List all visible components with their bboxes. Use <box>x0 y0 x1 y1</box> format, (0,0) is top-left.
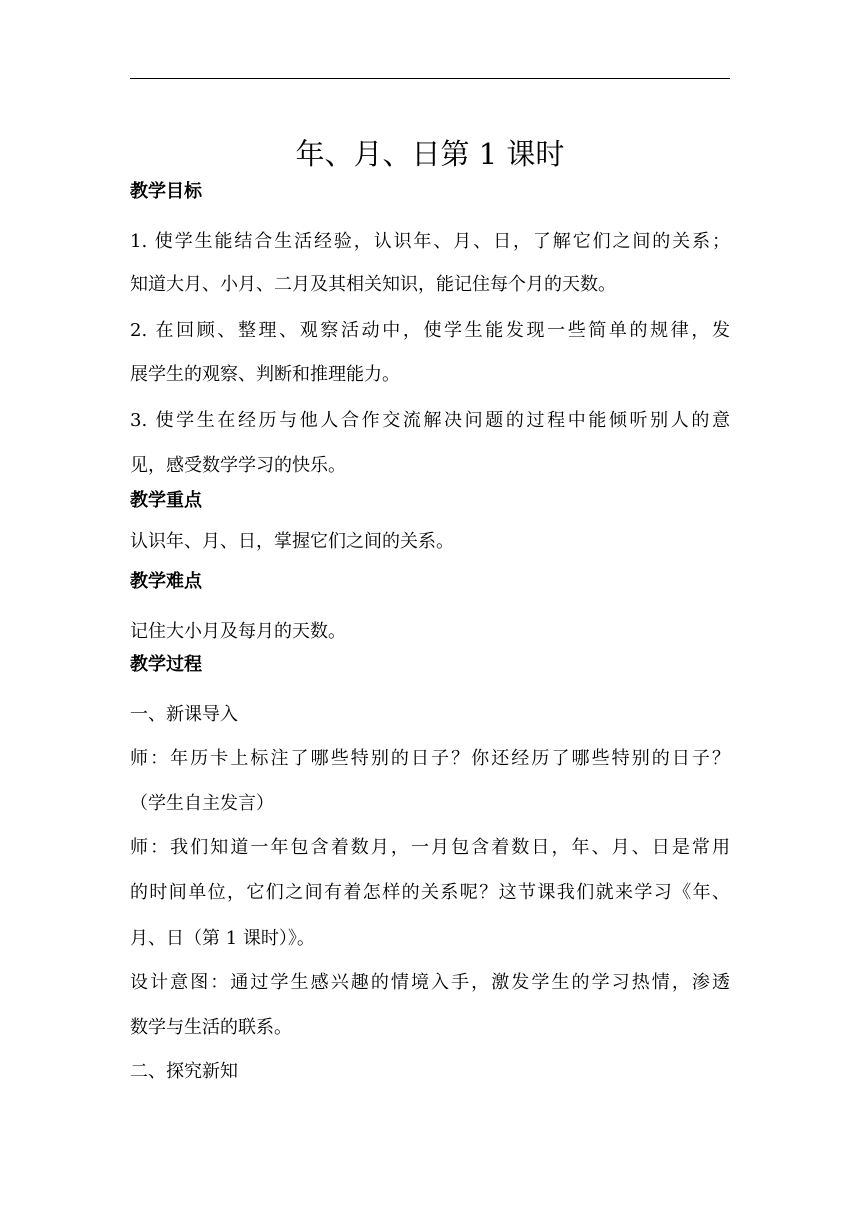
goal-1-line-1: 1. 使学生能结合生活经验，认识年、月、日，了解它们之间的关系； <box>130 231 730 252</box>
goals-heading: 教学目标 <box>130 181 202 202</box>
paragraph-4-line-1: 设计意图：通过学生感兴趣的情境入手，激发学生的学习热情，渗透 <box>130 972 730 993</box>
goal-2-line-2: 展学生的观察、判断和推理能力。 <box>130 364 400 385</box>
key-points-text: 认识年、月、日，掌握它们之间的关系。 <box>130 531 454 552</box>
document-title: 年、月、日第 1 课时 <box>295 137 565 171</box>
goal-1-line-2: 知道大月、小月、二月及其相关知识，能记住每个月的天数。 <box>130 274 616 295</box>
header-rule <box>130 78 730 79</box>
difficulty-heading: 教学难点 <box>130 571 202 592</box>
section-1-heading: 一、新课导入 <box>130 704 238 725</box>
difficulty-text: 记住大小月及每月的天数。 <box>130 621 346 642</box>
paragraph-3-line-3: 月、日（第 1 课时）》。 <box>130 928 315 949</box>
section-2-heading: 二、探究新知 <box>130 1061 238 1082</box>
paragraph-1: 师：年历卡上标注了哪些特别的日子？你还经历了哪些特别的日子？ <box>130 748 730 769</box>
process-heading: 教学过程 <box>130 654 202 675</box>
goal-2-line-1: 2. 在回顾、整理、观察活动中，使学生能发现一些简单的规律，发 <box>130 320 730 341</box>
goal-3-line-2: 见，感受数学学习的快乐。 <box>130 455 346 476</box>
paragraph-2: （学生自主发言） <box>130 793 274 814</box>
paragraph-3-line-1: 师：我们知道一年包含着数月，一月包含着数日，年、月、日是常用 <box>130 837 730 858</box>
paragraph-4-line-2: 数学与生活的联系。 <box>130 1017 292 1038</box>
paragraph-3-line-2: 的时间单位，它们之间有着怎样的关系呢？这节课我们就来学习《年、 <box>130 882 730 903</box>
goal-3-line-1: 3. 使学生在经历与他人合作交流解决问题的过程中能倾听别人的意 <box>130 410 730 431</box>
key-points-heading: 教学重点 <box>130 490 202 511</box>
